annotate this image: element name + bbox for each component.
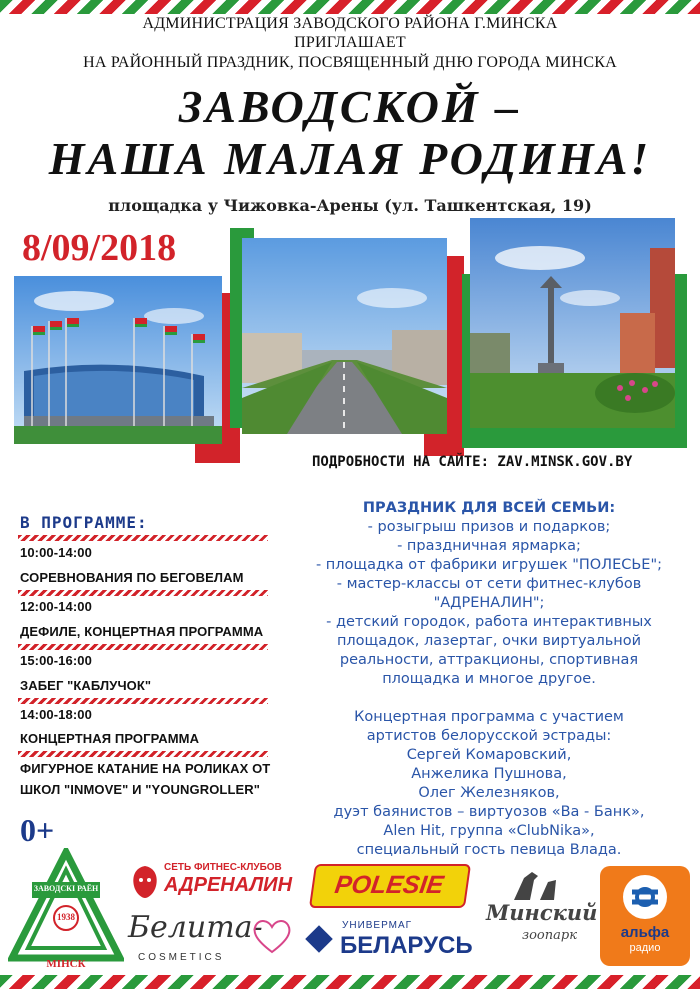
concert-line: специальный гость певица Влада. [356, 842, 622, 858]
avenue-photo [242, 238, 447, 434]
district-logo-year: 1938 [57, 912, 75, 922]
program-divider [18, 698, 268, 704]
program-extra-line-1: ФИГУРНОЕ КАТАНИЕ НА РОЛИКАХ ОТ [20, 761, 271, 776]
monument-photo [470, 218, 675, 428]
family-section [280, 499, 698, 689]
top-stripe-border [0, 0, 700, 14]
program-divider [18, 644, 268, 650]
program-event: ЗАБЕГ "КАБЛУЧОК" [20, 678, 152, 693]
concert-line: дуэт баянистов – виртуозов «Ва - Банк», [333, 804, 645, 820]
belarus-mark-icon [304, 924, 334, 954]
concert-line: Концертная программа с участием [354, 709, 624, 725]
minsk-zoo-logo [486, 868, 596, 964]
family-line: - праздничная ярмарка; [397, 538, 581, 554]
program-time: 12:00-14:00 [20, 599, 92, 614]
event-description-line: НА РАЙОННЫЙ ПРАЗДНИК, ПОСВЯЩЕННЫЙ ДНЮ ГОРОДА МИНСКА [83, 54, 617, 71]
zoo-name-line-2: зоопарк [522, 928, 577, 943]
univermag-name: БЕЛАРУСЬ [340, 932, 473, 959]
family-line: площадка и многое другое. [382, 671, 596, 687]
giraffe-icon [504, 868, 564, 902]
concert-line: Сергей Комаровский, [406, 747, 572, 763]
title-line-1: ЗАВОДСКОЙ – [178, 81, 522, 132]
program-divider [18, 535, 268, 541]
program-divider [18, 590, 268, 596]
lion-head-icon [130, 864, 160, 900]
family-line: - розыгрыш призов и подарков; [367, 519, 611, 535]
family-line: площадок, лазертаг, очки виртуальной [336, 633, 642, 649]
zoo-name-line-1: Минский [486, 900, 598, 925]
belita-subtitle: COSMETICS [138, 952, 225, 963]
heart-icon [250, 916, 294, 956]
arena-photo [14, 276, 222, 444]
family-line: "АДРЕНАЛИН"; [433, 595, 545, 611]
concert-line: Олег Железняков, [418, 785, 560, 801]
event-date: 8/09/2018 [22, 227, 177, 269]
family-line: - площадка от фабрики игрушек "ПОЛЕСЬЕ"; [315, 557, 663, 573]
website-info: ПОДРОБНОСТИ НА САЙТЕ: ZAV.MINSK.GOV.BY [312, 454, 633, 470]
concert-section [280, 708, 698, 860]
concert-line: артистов белорусской эстрады: [366, 728, 612, 744]
program-event: ДЕФИЛЕ, КОНЦЕРТНАЯ ПРОГРАММА [20, 624, 264, 639]
program-heading: В ПРОГРАММЕ: [20, 513, 148, 532]
program-time: 14:00-18:00 [20, 707, 92, 722]
program-extra-line-2: ШКОЛ "INMOVE" И "YOUNGROLLER" [20, 782, 261, 797]
program-event: КОНЦЕРТНАЯ ПРОГРАММА [20, 731, 200, 746]
invites-line: ПРИГЛАШАЕТ [294, 34, 406, 51]
concert-line: Alen Hit, группа «ClubNika», [383, 823, 595, 839]
district-logo-top-text: ЗАВОДСКІ РАЁН [33, 884, 99, 893]
adrenalin-logo [130, 860, 295, 904]
adrenalin-name: АДРЕНАЛИН [164, 874, 293, 896]
program-time: 10:00-14:00 [20, 545, 92, 560]
family-line: реальности, аттракционы, спортивная [339, 652, 639, 668]
venue-address: площадка у Чижовка-Арены (ул. Ташкентская, 19) [108, 196, 592, 215]
alfa-name: альфа [620, 924, 670, 941]
title-line-2: НАША МАЛАЯ РОДИНА! [48, 133, 652, 184]
alfa-subtitle: радио [629, 942, 661, 954]
family-heading: ПРАЗДНИК ДЛЯ ВСЕЙ СЕМЬИ: [362, 500, 616, 516]
belita-logo [128, 908, 298, 970]
adrenalin-subtitle: СЕТЬ ФИТНЕС-КЛУБОВ [164, 862, 282, 873]
family-line: - мастер-классы от сети фитнес-клубов [336, 576, 642, 592]
program-time: 15:00-16:00 [20, 653, 92, 668]
district-emblem-logo [8, 848, 124, 972]
bottom-stripe-border [0, 975, 700, 989]
district-logo-bottom-text: МІНСК [46, 958, 86, 970]
belita-name: Белита- [128, 910, 263, 945]
age-rating: 0+ [20, 812, 55, 848]
organizer-line: АДМИНИСТРАЦИЯ ЗАВОДСКОГО РАЙОНА Г.МИНСКА [142, 15, 558, 32]
family-line: - детский городок, работа интерактивных [326, 614, 652, 630]
alfa-radio-logo [600, 866, 690, 966]
alfa-radio-icon [620, 872, 670, 922]
program-event: СОРЕВНОВАНИЯ ПО БЕГОВЕЛАМ [20, 570, 244, 585]
program-divider [18, 751, 268, 757]
univermag-belarus-logo [304, 920, 494, 964]
polesie-logo [309, 864, 471, 908]
univermag-subtitle: УНИВЕРМАГ [342, 920, 413, 931]
concert-line: Анжелика Пушнова, [411, 766, 567, 782]
polesie-text: POLESIE [332, 871, 446, 899]
